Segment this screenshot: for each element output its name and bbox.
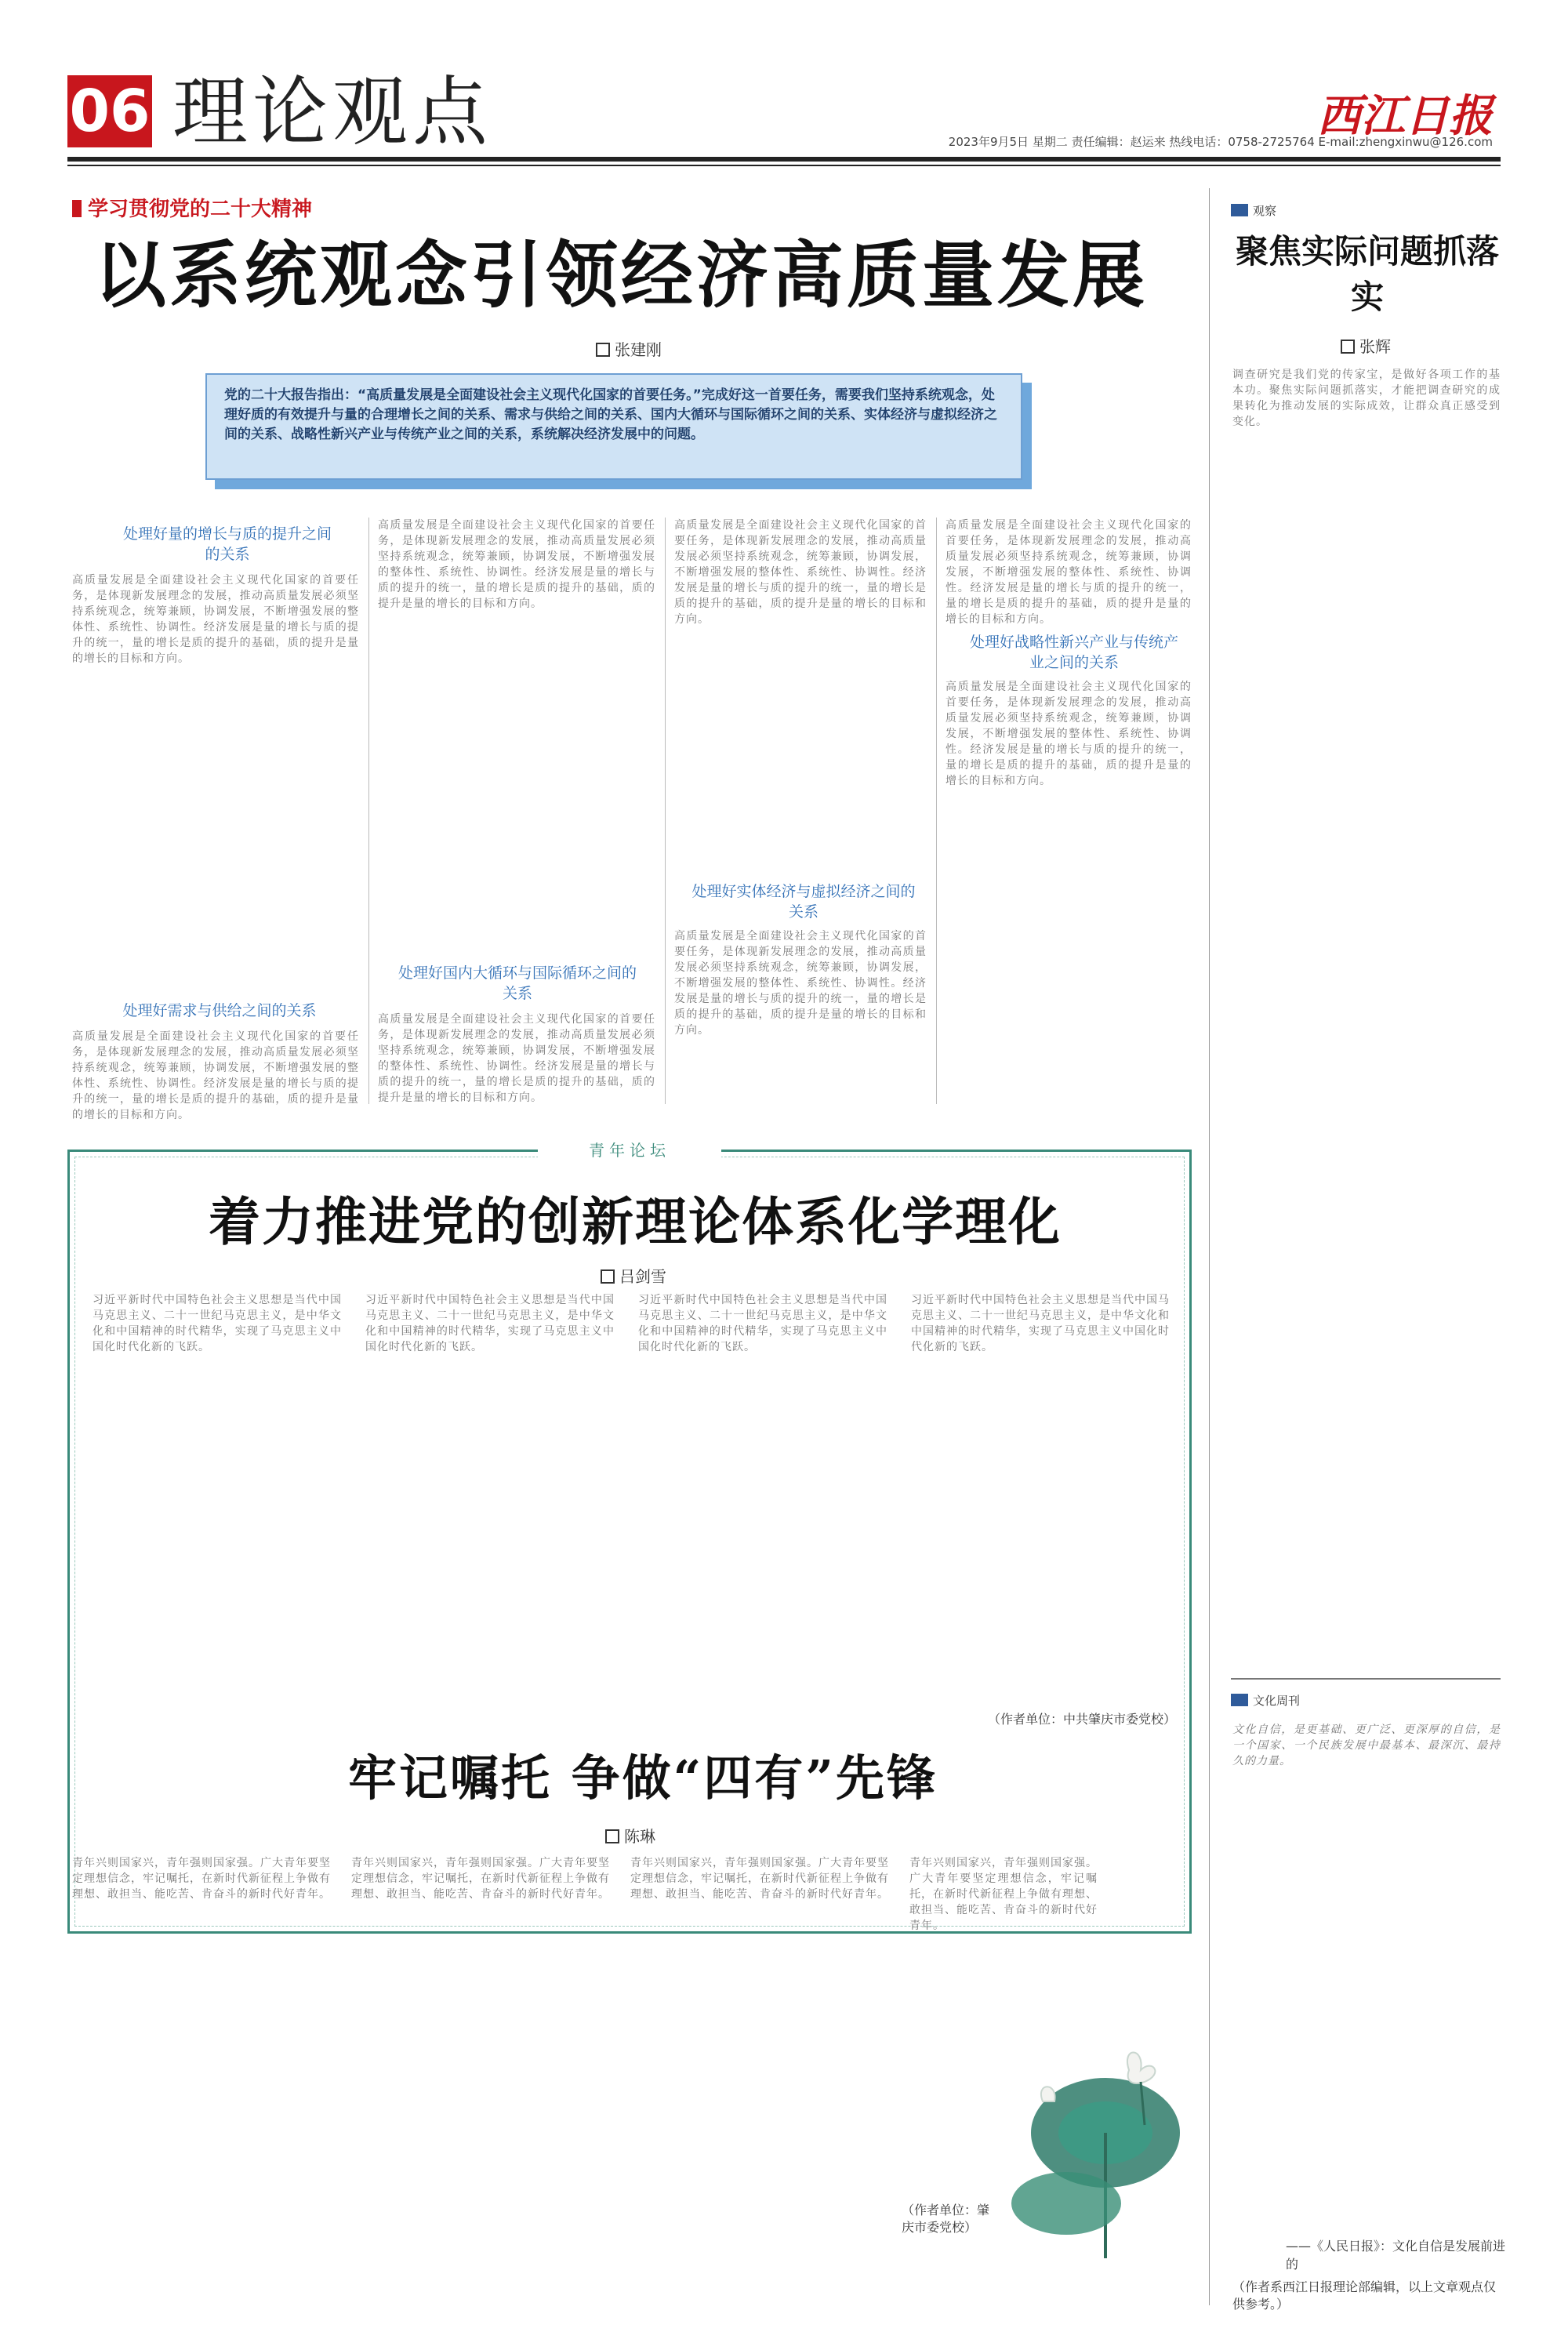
forum-byline: 吕剑雪: [601, 1264, 666, 1287]
sidebar-label-text: 观察: [1253, 204, 1277, 218]
lotus-illustration: [996, 2039, 1192, 2266]
article3-title: 牢记嘱托 争做“四有”先锋: [348, 1749, 938, 1807]
subhead-emerging-traditional: 处理好战略性新兴产业与传统产业之间的关系: [969, 634, 1178, 671]
article-kicker: 学习贯彻党的二十大精神: [72, 193, 312, 222]
page-number: 06: [67, 75, 152, 147]
subhead-domestic-international: 处理好国内大循环与国际循环之间的关系: [397, 964, 637, 1002]
subhead-quantity-quality: 处理好量的增长与质的提升之间的关系: [122, 525, 332, 563]
sidebar-byline: 张辉: [1341, 334, 1391, 357]
article-column: 高质量发展是全面建设社会主义现代化国家的首要任务，是体现新发展理念的发展，推动高质量发展必须坚持系统观念，统筹兼顾，协调发展，不断增强发展的整体性、系统性、协调性。经济发展是量的增长与质的提升的统一，量的增长是质的提升的基础，质的提升是量的增长的目标和方向。: [72, 574, 359, 665]
article-column: 高质量发展是全面建设社会主义现代化国家的首要任务，是体现新发展理念的发展，推动高质量发展必须坚持系统观念，统筹兼顾，协调发展，不断增强发展的整体性、系统性、协调性。经济发展是量的增长与质的提升的统一，量的增长是质的提升的基础，质的提升是量的增长的目标和方向。: [946, 681, 1192, 787]
sidebar-divider: [1209, 188, 1210, 2305]
label-marker-icon: [1231, 204, 1248, 216]
masthead-rule: [67, 157, 1501, 162]
forum-article-title: 着力推进党的创新理论体系化学理化: [209, 1191, 1062, 1252]
label-marker-icon: [1231, 1694, 1248, 1706]
article3-author-note: （作者单位：肇庆市委党校）: [902, 2203, 990, 2235]
article3-column: 青年兴则国家兴，青年强则国家强。广大青年要坚定理想信念，牢记嘱托，在新时代新征程上争做有理想、敢担当、能吃苦、肯奋斗的新时代好青年。: [72, 1857, 331, 1901]
sidebar-label: [1231, 202, 1276, 219]
article-column: 高质量发展是全面建设社会主义现代化国家的首要任务，是体现新发展理念的发展，推动高质量发展必须坚持系统观念，统筹兼顾，协调发展，不断增强发展的整体性、系统性、协调性。经济发展是量的增长与质的提升的统一，量的增长是质的提升的基础，质的提升是量的增长的目标和方向。: [378, 1013, 655, 1104]
sidebar-label-2-text: 文化周刊: [1253, 1694, 1301, 1708]
article-column: 高质量发展是全面建设社会主义现代化国家的首要任务，是体现新发展理念的发展，推动高质量发展必须坚持系统观念，统筹兼顾，协调发展，不断增强发展的整体性、系统性、协调性。经济发展是量的增长与质的提升的统一，量的增长是质的提升的基础，质的提升是量的增长的目标和方向。: [378, 519, 655, 610]
sidebar-label-2: [1231, 1692, 1300, 1709]
forum-column: 习近平新时代中国特色社会主义思想是当代中国马克思主义、二十一世纪马克思主义，是中华文化和中国精神的时代精华，实现了马克思主义中国化时代化新的飞跃。: [365, 1294, 615, 1353]
forum-author-note: （作者单位：中共肇庆市委党校）: [987, 1712, 1176, 1727]
main-article-title: 以系统观念引领经济高质量发展: [94, 233, 1149, 318]
forum-column: 习近平新时代中国特色社会主义思想是当代中国马克思主义、二十一世纪马克思主义，是中华文化和中国精神的时代精华，实现了马克思主义中国化时代化新的飞跃。: [638, 1294, 887, 1353]
article-column: 高质量发展是全面建设社会主义现代化国家的首要任务，是体现新发展理念的发展，推动高质量发展必须坚持系统观念，统筹兼顾，协调发展，不断增强发展的整体性、系统性、协调性。经济发展是量的增长与质的提升的统一，量的增长是质的提升的基础，质的提升是量的增长的目标和方向。: [674, 930, 927, 1037]
subhead-real-virtual: 处理好实体经济与虚拟经济之间的关系: [691, 883, 916, 921]
sidebar-body: 调查研究是我们党的传家宝，是做好各项工作的基本功。聚焦实际问题抓落实，才能把调查研究的成果转化为推动发展的实际成效，让群众真正感受到变化。: [1232, 369, 1501, 428]
forum-column: 习近平新时代中国特色社会主义思想是当代中国马克思主义、二十一世纪马克思主义，是中华文化和中国精神的时代精华，实现了马克思主义中国化时代化新的飞跃。: [911, 1294, 1170, 1353]
article3-column: 青年兴则国家兴，青年强则国家强。广大青年要坚定理想信念，牢记嘱托，在新时代新征程上争做有理想、敢担当、能吃苦、肯奋斗的新时代好青年。: [630, 1857, 889, 1901]
forum-column: 习近平新时代中国特色社会主义思想是当代中国马克思主义、二十一世纪马克思主义，是中华文化和中国精神的时代精华，实现了马克思主义中国化时代化新的飞跃。: [93, 1294, 342, 1353]
article3-byline: 陈琳: [605, 1824, 655, 1847]
article3-column: 青年兴则国家兴，青年强则国家强。广大青年要坚定理想信念，牢记嘱托，在新时代新征程上争做有理想、敢担当、能吃苦、肯奋斗的新时代好青年。: [351, 1857, 610, 1901]
sidebar-source: ——《人民日报》：文化自信是发展前进的: [1286, 2239, 1506, 2272]
column-divider: [665, 518, 666, 1104]
main-article-abstract: 党的二十大报告指出：“高质量发展是全面建设社会主义现代化国家的首要任务。”完成好这一首要任务，需要我们坚持系统观念，处理好质的有效提升与量的合理增长之间的关系、需求与供给之间的关系、国内大循环与国际循环之间的关系、实体经济与虚拟经济之间的关系、战略性新兴产业与传统产业之间的关系，系统解决经济发展中的问题。: [205, 373, 1022, 480]
sidebar-footnote: （作者系西江日报理论部编辑，以上文章观点仅供参考。）: [1232, 2279, 1497, 2312]
subhead-demand-supply: 处理好需求与供给之间的关系: [122, 1002, 317, 1019]
sidebar-body-2: 文化自信，是更基础、更广泛、更深厚的自信，是一个国家、一个民族发展中最基本、最深沉、最持久的力量。: [1232, 1723, 1501, 1767]
sidebar-rule: [1231, 1678, 1501, 1680]
article-column: 高质量发展是全面建设社会主义现代化国家的首要任务，是体现新发展理念的发展，推动高质量发展必须坚持系统观念，统筹兼顾，协调发展，不断增强发展的整体性、系统性、协调性。经济发展是量的增长与质的提升的统一，量的增长是质的提升的基础，质的提升是量的增长的目标和方向。: [674, 519, 927, 626]
section-title: 理论观点: [172, 68, 492, 156]
article3-column: 青年兴则国家兴，青年强则国家强。广大青年要坚定理想信念，牢记嘱托，在新时代新征程上争做有理想、敢担当、能吃苦、肯奋斗的新时代好青年。: [909, 1857, 1098, 1932]
sidebar-article-title: 聚焦实际问题抓落实: [1235, 232, 1499, 316]
newspaper-logo: 西江日报: [1317, 90, 1493, 142]
column-divider: [368, 518, 369, 1104]
masthead-rule-thin: [67, 165, 1501, 166]
forum-label: 青年论坛: [538, 1139, 721, 1162]
article-column: 高质量发展是全面建设社会主义现代化国家的首要任务，是体现新发展理念的发展，推动高质量发展必须坚持系统观念，统筹兼顾，协调发展，不断增强发展的整体性、系统性、协调性。经济发展是量的增长与质的提升的统一，量的增长是质的提升的基础，质的提升是量的增长的目标和方向。: [946, 519, 1192, 626]
article-column: 高质量发展是全面建设社会主义现代化国家的首要任务，是体现新发展理念的发展，推动高质量发展必须坚持系统观念，统筹兼顾，协调发展，不断增强发展的整体性、系统性、协调性。经济发展是量的增长与质的提升的统一，量的增长是质的提升的基础，质的提升是量的增长的目标和方向。: [72, 1030, 359, 1121]
masthead-info-line: 2023年9月5日 星期二 责任编辑：赵运来 热线电话：0758-2725764 E-mail:zhengxinwu@126.com: [948, 135, 1493, 149]
column-divider: [936, 518, 937, 1104]
main-article-byline: 张建刚: [596, 337, 662, 360]
